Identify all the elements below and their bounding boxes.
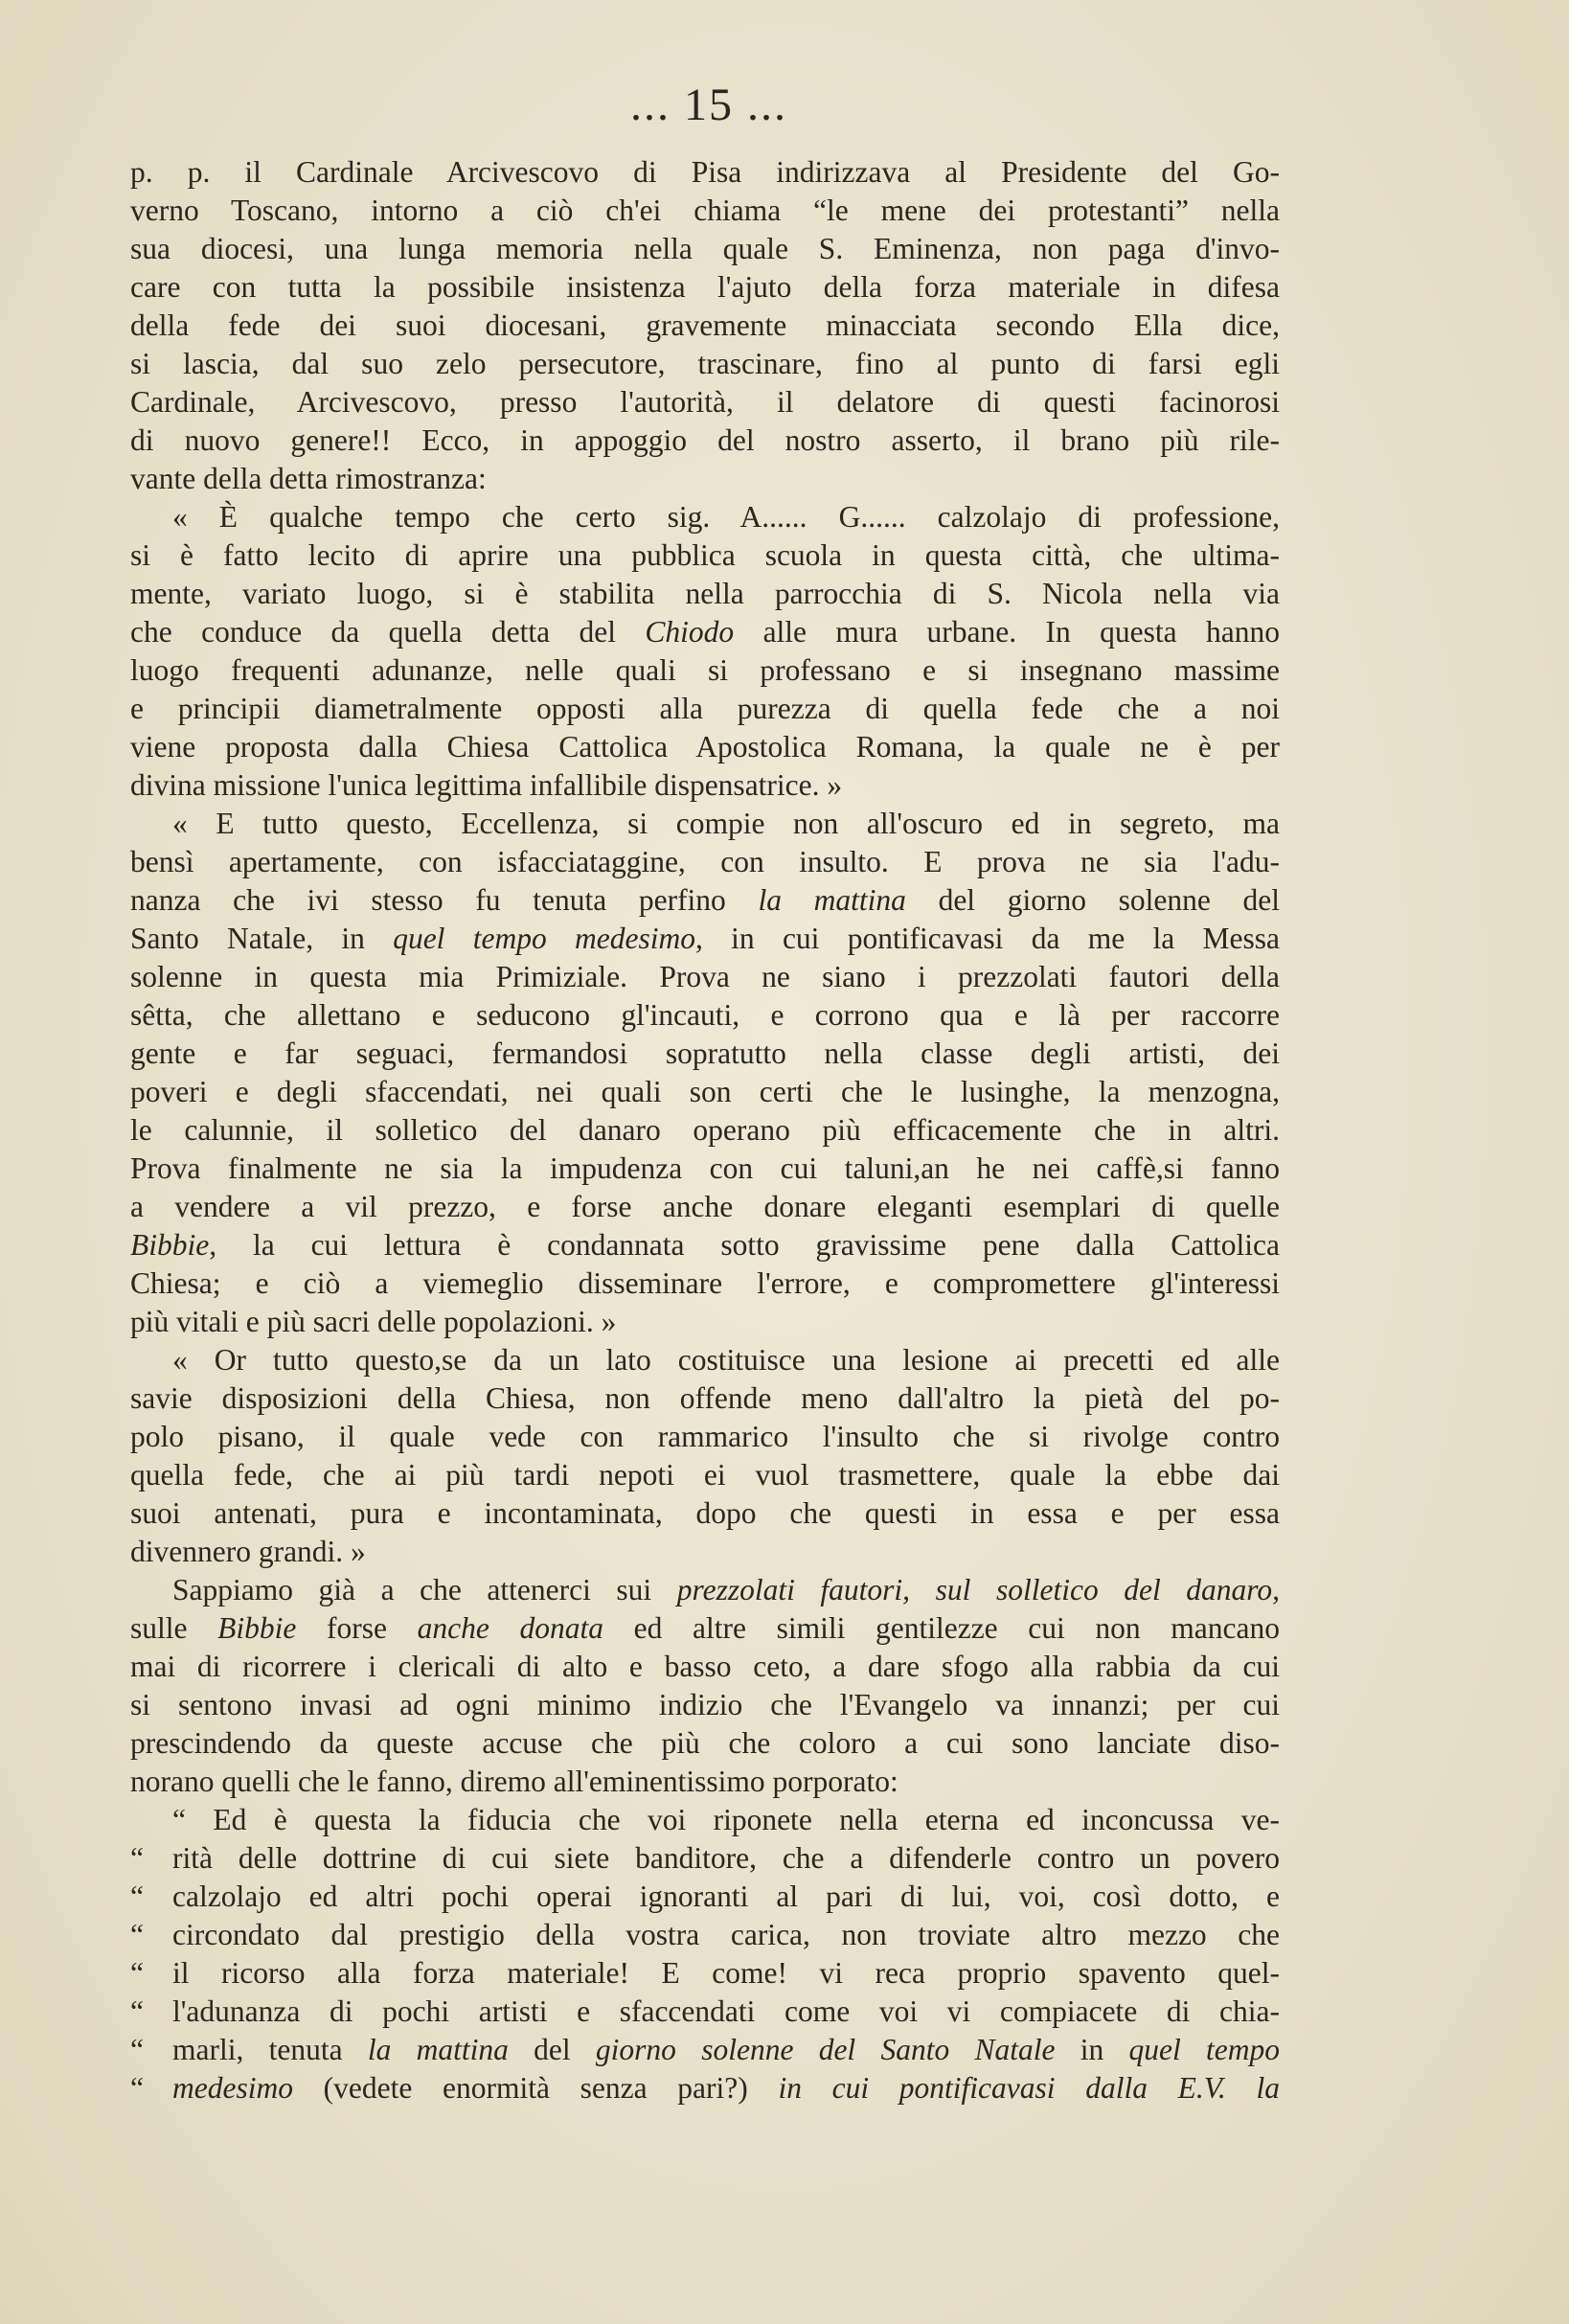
text-line (130, 1265, 1280, 1303)
text-line (130, 1341, 1280, 1379)
quote-mark: “ (130, 2033, 144, 2066)
text-line (130, 1763, 1280, 1801)
line-text: verno Toscano, intorno a ciò ch'ei chiama “le mene dei protestanti” nella (130, 194, 1280, 227)
text-line (130, 1494, 1280, 1533)
line-text: a vendere a vil prezzo, e forse anche donare eleganti esemplari di quelle (130, 1190, 1280, 1223)
text-line (130, 1571, 1280, 1609)
line-text: Santo Natale, in quel tempo medesimo, in cui pontificavasi da me la Messa (130, 922, 1281, 955)
line-text: e principii diametralmente opposti alla purezza di quella fede che a noi (130, 692, 1280, 725)
line-text: si è fatto lecito di aprire una pubblica scuola in questa città, che ultima- (130, 538, 1280, 572)
text-line (130, 690, 1280, 728)
text-line (130, 613, 1280, 651)
line-text: quella fede, che ai più tardi nepoti ei vuol trasmettere, quale la ebbe dai (130, 1458, 1280, 1492)
text-line (130, 1686, 1280, 1724)
line-text: marli, tenuta la mattina del giorno solenne del Santo Natale in quel tempo (172, 2033, 1280, 2066)
line-text: poveri e degli sfaccendati, nei quali son certi che le lusinghe, la menzogna, (130, 1075, 1280, 1108)
line-text: di nuovo genere!! Ecco, in appoggio del nostro asserto, il brano più rile- (130, 423, 1280, 457)
line-text: « È qualche tempo che certo sig. A...... G...... calzolajo di professione, (172, 500, 1280, 534)
line-text: luogo frequenti adunanze, nelle quali si professano e si insegnano massime (130, 653, 1280, 687)
quote-mark: “ (130, 2071, 144, 2105)
line-text: bensì apertamente, con isfacciataggine, con insulto. E prova ne sia l'adu- (130, 845, 1280, 878)
text-line (130, 1456, 1280, 1494)
text-line (130, 1724, 1280, 1763)
line-text: sua diocesi, una lunga memoria nella quale S. Eminenza, non paga d'invo- (130, 232, 1280, 265)
line-text: « Or tutto questo,se da un lato costituisce una lesione ai precetti ed alle (172, 1343, 1280, 1377)
line-text: che conduce da quella detta del Chiodo alle mura urbane. In questa hanno (130, 615, 1280, 649)
text-line (130, 766, 1280, 805)
line-text: sêtta, che allettano e seducono gl'incauti, e corrono qua e là per raccorre (130, 998, 1280, 1032)
line-text: care con tutta la possibile insistenza l'ajuto della forza materiale in difesa (130, 270, 1280, 304)
line-text: Bibbie, la cui lettura è condannata sotto gravissime pene dalla Cattolica (130, 1228, 1280, 1262)
line-text: « E tutto questo, Eccellenza, si compie non all'oscuro ed in segreto, ma (172, 807, 1280, 840)
line-text: “ Ed è questa la fiducia che voi riponete nella eterna ed inconcussa ve- (172, 1803, 1280, 1836)
text-line (130, 1839, 1280, 1878)
line-text: Cardinale, Arcivescovo, presso l'autorità, il delatore di questi facinorosi (130, 385, 1280, 419)
text-line (130, 2031, 1280, 2069)
text-line (130, 1111, 1280, 1150)
line-text: le calunnie, il solletico del danaro operano più efficacemente che in altri. (130, 1113, 1280, 1147)
text-line (130, 1073, 1280, 1111)
text-line (130, 383, 1280, 422)
line-text: prescindendo da queste accuse che più che coloro a cui sono lanciate diso- (130, 1726, 1280, 1760)
line-text: p. p. il Cardinale Arcivescovo di Pisa indirizzava al Presidente del Go- (130, 155, 1280, 189)
text-line (130, 1150, 1280, 1188)
text-line (130, 1035, 1280, 1073)
text-line (130, 1379, 1280, 1418)
text-line (130, 1418, 1280, 1456)
quote-mark: “ (130, 1880, 144, 1913)
quote-mark: “ (130, 1994, 144, 2028)
text-line (130, 268, 1280, 307)
page-number: ... 15 ... (630, 80, 787, 130)
line-text: Sappiamo già a che attenerci sui prezzolati fautori, sul solletico del danaro, (172, 1573, 1281, 1606)
line-text: gente e far seguaci, fermandosi sopratutto nella classe degli artisti, dei (130, 1037, 1280, 1070)
line-text: si lascia, dal suo zelo persecutore, trascinare, fino al punto di farsi egli (130, 347, 1280, 380)
text-line (130, 498, 1280, 536)
text-line (130, 307, 1280, 345)
text-line (130, 230, 1280, 268)
line-text: norano quelli che le fanno, diremo all'eminentissimo porporato: (130, 1765, 898, 1798)
quote-mark: “ (130, 1956, 144, 1990)
text-line (130, 153, 1280, 192)
line-text: divennero grandi. » (130, 1535, 366, 1568)
text-line (130, 575, 1280, 613)
text-line (130, 1916, 1280, 1954)
quote-mark: “ (130, 1841, 144, 1875)
text-line (130, 460, 1280, 498)
line-text: divina missione l'unica legittima infallibile dispensatrice. » (130, 768, 843, 802)
line-text: solenne in questa mia Primiziale. Prova ne siano i prezzolati fautori della (130, 960, 1280, 993)
text-line (130, 805, 1280, 843)
line-text: più vitali e più sacri delle popolazioni. » (130, 1305, 617, 1338)
line-text: calzolajo ed altri pochi operai ignoranti al pari di lui, voi, così dotto, e (172, 1880, 1280, 1913)
text-line (130, 1801, 1280, 1839)
line-text: circondato dal prestigio della vostra carica, non troviate altro mezzo che (172, 1918, 1280, 1951)
text-line (130, 1533, 1280, 1571)
text-line (130, 728, 1280, 766)
line-text: vante della detta rimostranza: (130, 462, 487, 495)
line-text: polo pisano, il quale vede con rammarico l'insulto che si rivolge contro (130, 1420, 1280, 1453)
line-text: savie disposizioni della Chiesa, non offende meno dall'altro la pietà del po- (130, 1381, 1280, 1415)
text-line (130, 536, 1280, 575)
text-line (130, 1993, 1280, 2031)
text-line (130, 1226, 1280, 1265)
line-text: mente, variato luogo, si è stabilita nella parrocchia di S. Nicola nella via (130, 577, 1280, 610)
line-text: viene proposta dalla Chiesa Cattolica Apostolica Romana, la quale ne è per (130, 730, 1280, 763)
line-text: sulle Bibbie forse anche donata ed altre simili gentilezze cui non mancano (130, 1611, 1280, 1645)
text-line (130, 651, 1280, 690)
text-line (130, 1954, 1280, 1993)
line-text: suoi antenati, pura e incontaminata, dopo che questi in essa e per essa (130, 1496, 1280, 1530)
line-text: il ricorso alla forza materiale! E come! vi reca proprio spavento quel- (172, 1956, 1280, 1990)
text-line (130, 843, 1280, 881)
line-text: Chiesa; e ciò a viemeglio disseminare l'errore, e compromettere gl'interessi (130, 1266, 1280, 1300)
line-text: della fede dei suoi diocesani, gravemente minacciata secondo Ella dice, (130, 308, 1280, 342)
text-line (130, 192, 1280, 230)
line-text: si sentono invasi ad ogni minimo indizio che l'Evangelo va innanzi; per cui (130, 1688, 1280, 1721)
line-text: medesimo (vedete enormità senza pari?) in cui pontificavasi dalla E.V. la (172, 2071, 1280, 2105)
text-line (130, 1303, 1280, 1341)
text-line (130, 1878, 1280, 1916)
text-line (130, 881, 1280, 920)
text-line (130, 1609, 1280, 1648)
text-line (130, 920, 1280, 958)
quote-mark: “ (130, 1918, 144, 1951)
text-line (130, 996, 1280, 1035)
line-text: nanza che ivi stesso fu tenuta perfino la mattina del giorno solenne del (130, 883, 1280, 917)
text-line (130, 1648, 1280, 1686)
text-line (130, 345, 1280, 383)
body-text (130, 153, 1280, 2108)
line-text: mai di ricorrere i clericali di alto e basso ceto, a dare sfogo alla rabbia da cui (130, 1650, 1280, 1683)
text-line (130, 422, 1280, 460)
line-text: rità delle dottrine di cui siete banditore, che a difenderle contro un povero (172, 1841, 1280, 1875)
line-text: Prova finalmente ne sia la impudenza con cui taluni,an he nei caffè,si fanno (130, 1151, 1280, 1185)
text-line (130, 958, 1280, 996)
line-text: l'adunanza di pochi artisti e sfaccendati come voi vi compiacete di chia- (172, 1994, 1280, 2028)
text-line (130, 1188, 1280, 1226)
text-line (130, 2069, 1280, 2108)
